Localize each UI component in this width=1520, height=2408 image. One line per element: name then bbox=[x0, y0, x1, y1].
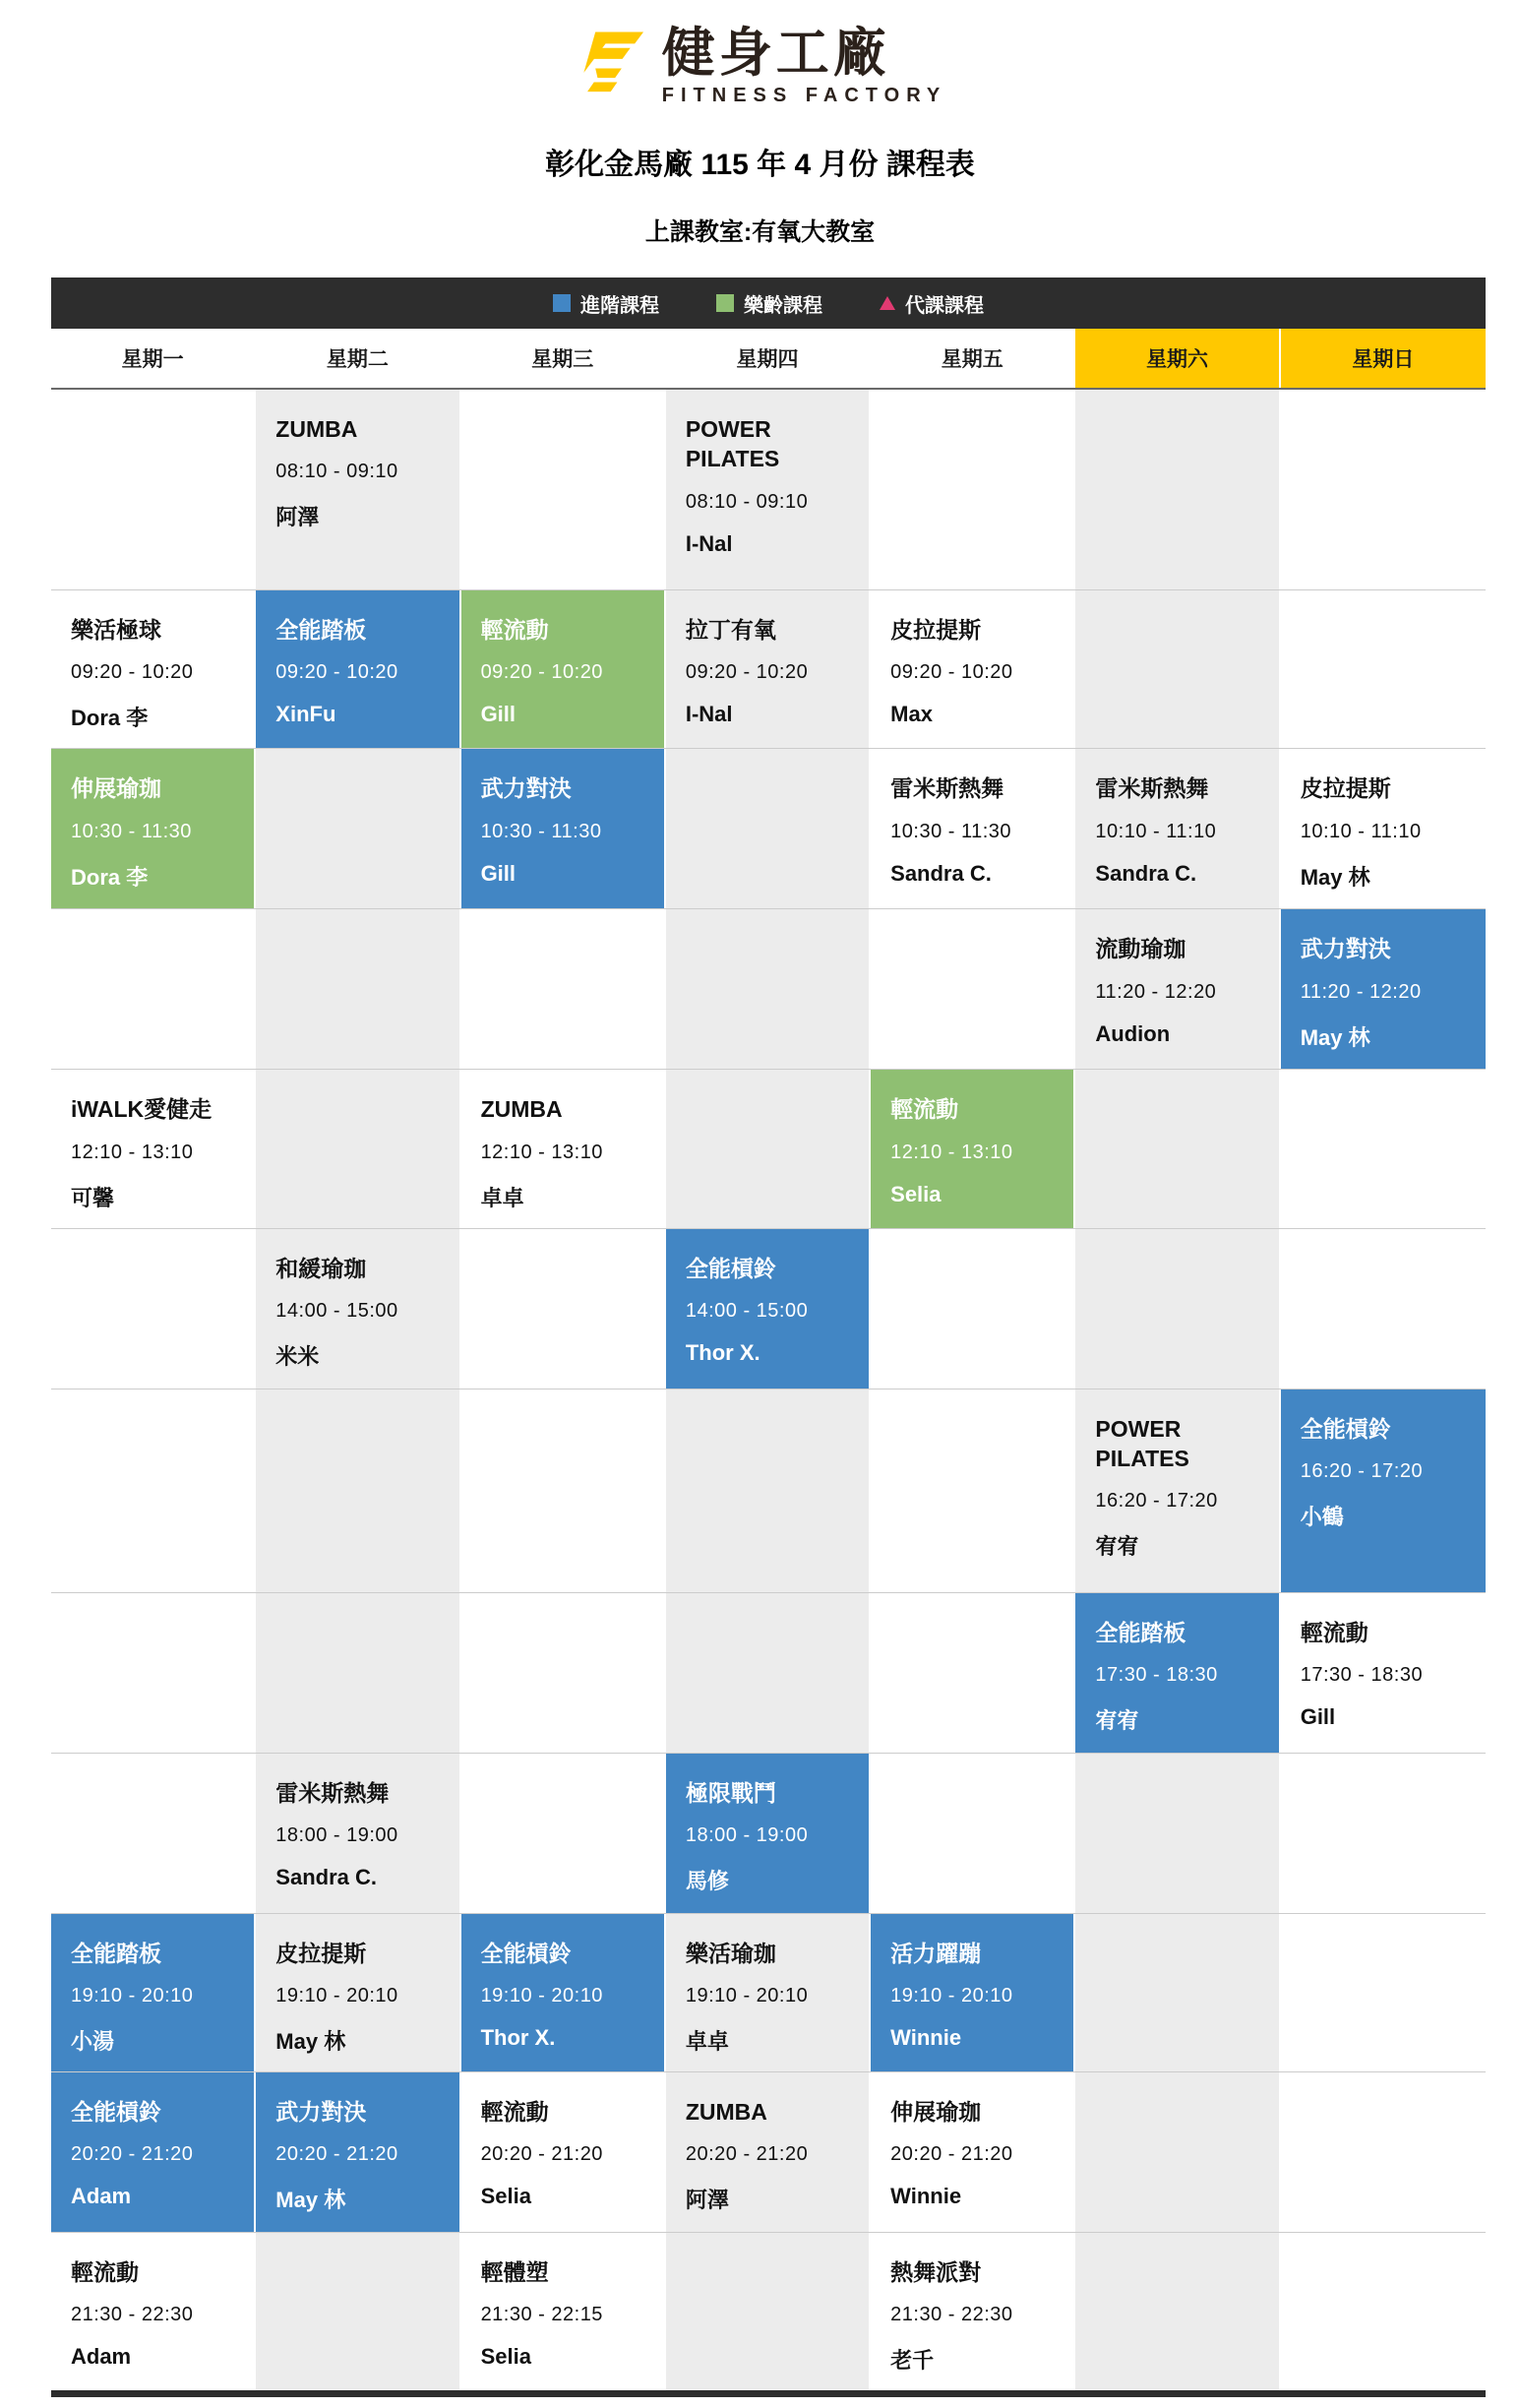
class-cell bbox=[666, 390, 871, 589]
fitness-factory-logo-icon bbox=[574, 29, 646, 105]
empty-cell bbox=[256, 1593, 460, 1753]
class-name: 皮拉提斯 bbox=[890, 617, 982, 643]
class-time: 09:20 - 10:20 bbox=[890, 661, 1013, 684]
logo-latin-text: FITNESS FACTORY bbox=[661, 85, 947, 106]
class-teacher: Audion bbox=[1095, 1020, 1171, 1046]
class-teacher: Dora 李 bbox=[71, 864, 149, 890]
class-cell bbox=[51, 590, 256, 748]
class-teacher: Selia bbox=[480, 2184, 531, 2209]
class-teacher: May 林 bbox=[275, 2029, 346, 2055]
schedule-row bbox=[51, 1389, 1486, 1592]
class-name: 輕流動 bbox=[480, 2099, 549, 2126]
class-teacher: Dora 李 bbox=[71, 706, 149, 731]
legend-label: 代課課程 bbox=[905, 294, 984, 317]
class-time: 19:10 - 20:10 bbox=[890, 1985, 1013, 2007]
legend-item bbox=[880, 289, 984, 318]
day-header-row bbox=[51, 329, 1486, 390]
classroom-subtitle: 上課教室:有氧大教室 bbox=[644, 218, 876, 246]
class-cell bbox=[51, 1070, 256, 1227]
class-name: 極限戰鬥 bbox=[685, 1779, 776, 1806]
empty-cell bbox=[1075, 1229, 1280, 1389]
class-cell bbox=[871, 1914, 1075, 2071]
empty-cell bbox=[1281, 1914, 1486, 2071]
class-name: 全能槓鈴 bbox=[480, 1940, 572, 1966]
class-teacher: 阿澤 bbox=[275, 505, 320, 530]
class-cell bbox=[1075, 749, 1280, 908]
empty-cell bbox=[1281, 2072, 1486, 2232]
class-teacher: 宥宥 bbox=[1095, 1534, 1139, 1560]
class-name: 武力對決 bbox=[1300, 936, 1391, 962]
day-header-1: 星期一 bbox=[51, 329, 256, 388]
class-name: 輕流動 bbox=[71, 2259, 139, 2286]
empty-cell bbox=[871, 1229, 1075, 1389]
class-name: ZUMBA bbox=[480, 1096, 563, 1123]
legend-label: 進階課程 bbox=[580, 294, 659, 317]
class-time: 14:00 - 15:00 bbox=[685, 1300, 809, 1323]
class-cell bbox=[1281, 1593, 1486, 1753]
class-teacher: Adam bbox=[71, 2184, 132, 2209]
class-name: 樂活極球 bbox=[71, 617, 161, 643]
class-cell bbox=[871, 749, 1075, 908]
class-time: 10:10 - 11:10 bbox=[1095, 820, 1217, 842]
empty-cell bbox=[666, 909, 871, 1069]
class-cell bbox=[1281, 1389, 1486, 1592]
class-teacher: May 林 bbox=[275, 2188, 346, 2213]
class-name: 全能槓鈴 bbox=[1300, 1415, 1391, 1442]
class-cell bbox=[666, 2072, 871, 2232]
class-cell bbox=[1281, 749, 1486, 908]
class-teacher: Thor X. bbox=[480, 2025, 556, 2051]
class-teacher: I-Nal bbox=[685, 702, 733, 727]
legend-label: 樂齡課程 bbox=[744, 294, 822, 317]
class-time: 11:20 - 12:20 bbox=[1300, 980, 1422, 1003]
class-cell bbox=[666, 1914, 871, 2071]
class-time: 16:20 - 17:20 bbox=[1095, 1490, 1218, 1513]
class-time: 10:30 - 11:30 bbox=[890, 820, 1012, 842]
class-cell bbox=[256, 390, 460, 589]
empty-cell bbox=[51, 909, 256, 1069]
empty-cell bbox=[1281, 1070, 1486, 1227]
class-name: 皮拉提斯 bbox=[275, 1940, 367, 1966]
substitute-triangle-icon bbox=[880, 296, 895, 310]
empty-cell bbox=[1075, 1070, 1280, 1227]
class-name: 伸展瑜珈 bbox=[890, 2099, 982, 2126]
class-teacher: 馬修 bbox=[685, 1869, 729, 1894]
class-teacher: 可馨 bbox=[71, 1185, 115, 1210]
class-time: 16:20 - 17:20 bbox=[1300, 1460, 1424, 1483]
class-time: 20:20 - 21:20 bbox=[685, 2143, 809, 2166]
class-time: 18:00 - 19:00 bbox=[685, 1824, 809, 1847]
class-cell bbox=[666, 590, 871, 748]
schedule-row bbox=[51, 908, 1486, 1069]
class-cell bbox=[256, 590, 460, 748]
class-teacher: Adam bbox=[71, 2344, 132, 2370]
class-cell bbox=[871, 2072, 1075, 2232]
class-name: 全能槓鈴 bbox=[71, 2099, 161, 2126]
class-cell bbox=[461, 2072, 666, 2232]
class-time: 10:30 - 11:30 bbox=[71, 820, 192, 842]
class-teacher: 宥宥 bbox=[1095, 1708, 1139, 1734]
class-time: 12:10 - 13:10 bbox=[890, 1141, 1013, 1163]
class-time: 18:00 - 19:00 bbox=[275, 1824, 398, 1847]
class-name: 全能踏板 bbox=[275, 617, 367, 643]
class-name: 和緩瑜珈 bbox=[275, 1255, 367, 1281]
class-teacher: 卓卓 bbox=[685, 2029, 729, 2055]
class-teacher: XinFu bbox=[275, 702, 336, 727]
class-name: 伸展瑜珈 bbox=[71, 775, 161, 802]
class-cell bbox=[461, 1070, 666, 1227]
class-teacher: Selia bbox=[890, 1181, 942, 1206]
class-time: 17:30 - 18:30 bbox=[1300, 1664, 1424, 1687]
class-teacher: May 林 bbox=[1300, 1024, 1370, 1050]
class-cell bbox=[1075, 1593, 1280, 1753]
empty-cell bbox=[1281, 1229, 1486, 1389]
class-name: 雷米斯熱舞 bbox=[890, 775, 1004, 802]
empty-cell bbox=[1075, 2233, 1280, 2390]
class-cell bbox=[666, 1754, 871, 1913]
class-cell bbox=[256, 1914, 460, 2071]
empty-cell bbox=[51, 1389, 256, 1592]
class-teacher: 老千 bbox=[890, 2348, 935, 2374]
class-time: 11:20 - 12:20 bbox=[1095, 980, 1217, 1003]
day-header-4: 星期四 bbox=[666, 329, 871, 388]
schedule-row bbox=[51, 1753, 1486, 1913]
empty-cell bbox=[256, 909, 460, 1069]
class-name: 皮拉提斯 bbox=[1300, 775, 1391, 802]
class-cell bbox=[461, 590, 666, 748]
class-name: 熱舞派對 bbox=[890, 2259, 982, 2286]
class-cell bbox=[1075, 909, 1280, 1069]
class-cell bbox=[51, 2233, 256, 2390]
class-name: 全能踏板 bbox=[1095, 1619, 1186, 1645]
class-cell bbox=[256, 1229, 460, 1389]
legend-square-icon bbox=[553, 294, 571, 312]
empty-cell bbox=[1075, 590, 1280, 748]
class-cell bbox=[1075, 1389, 1280, 1592]
class-teacher: Winnie bbox=[890, 2025, 962, 2051]
class-time: 09:20 - 10:20 bbox=[275, 661, 398, 684]
class-name: ZUMBA bbox=[275, 416, 358, 442]
class-name: 活力躍蹦 bbox=[890, 1940, 982, 1966]
empty-cell bbox=[871, 1389, 1075, 1592]
class-teacher: 小鶴 bbox=[1300, 1505, 1344, 1530]
empty-cell bbox=[1281, 2233, 1486, 2390]
class-teacher: Winnie bbox=[890, 2184, 962, 2209]
class-name: POWER PILATES bbox=[685, 416, 780, 472]
empty-cell bbox=[461, 909, 666, 1069]
empty-cell bbox=[1075, 390, 1280, 589]
empty-cell bbox=[1075, 1914, 1280, 2071]
empty-cell bbox=[51, 1593, 256, 1753]
class-cell bbox=[1281, 909, 1486, 1069]
class-cell bbox=[871, 590, 1075, 748]
class-cell bbox=[461, 749, 666, 908]
day-header-3: 星期三 bbox=[461, 329, 666, 388]
class-cell bbox=[461, 2233, 666, 2390]
logo-text bbox=[661, 24, 947, 107]
class-name: 輕流動 bbox=[480, 617, 549, 643]
class-name: 輕流動 bbox=[1300, 1619, 1368, 1645]
empty-cell bbox=[461, 1389, 666, 1592]
class-name: 輕體塑 bbox=[480, 2259, 549, 2286]
class-name: 樂活瑜珈 bbox=[685, 1940, 776, 1966]
schedule-row bbox=[51, 1592, 1486, 1753]
class-teacher: Sandra C. bbox=[1095, 860, 1197, 886]
class-time: 12:10 - 13:10 bbox=[71, 1141, 194, 1163]
empty-cell bbox=[461, 1229, 666, 1389]
class-teacher: 阿澤 bbox=[685, 2188, 729, 2213]
class-teacher: I-Nal bbox=[685, 530, 733, 556]
empty-cell bbox=[871, 1593, 1075, 1753]
empty-cell bbox=[666, 1070, 871, 1227]
class-time: 17:30 - 18:30 bbox=[1095, 1664, 1218, 1687]
class-teacher: 小湯 bbox=[71, 2029, 115, 2055]
class-name: 輕流動 bbox=[890, 1096, 959, 1123]
class-teacher: Max bbox=[890, 702, 933, 727]
schedule-row bbox=[51, 748, 1486, 908]
schedule-row bbox=[51, 589, 1486, 748]
empty-cell bbox=[51, 1754, 256, 1913]
class-name: 全能槓鈴 bbox=[685, 1255, 776, 1281]
legend-square-icon bbox=[716, 294, 734, 312]
class-time: 09:20 - 10:20 bbox=[480, 661, 603, 684]
empty-cell bbox=[256, 749, 460, 908]
empty-cell bbox=[871, 390, 1075, 589]
empty-cell bbox=[256, 2233, 460, 2390]
empty-cell bbox=[461, 1754, 666, 1913]
class-cell bbox=[51, 749, 256, 908]
class-time: 19:10 - 20:10 bbox=[685, 1985, 809, 2007]
day-header-2: 星期二 bbox=[256, 329, 460, 388]
class-cell bbox=[256, 1754, 460, 1913]
table-bottom-bar bbox=[51, 2390, 1486, 2397]
class-time: 20:20 - 21:20 bbox=[71, 2143, 194, 2166]
legend-bar bbox=[51, 278, 1486, 329]
class-teacher: Gill bbox=[1300, 1704, 1336, 1730]
empty-cell bbox=[1075, 2072, 1280, 2232]
class-name: 雷米斯熱舞 bbox=[275, 1779, 390, 1806]
class-teacher: Selia bbox=[480, 2344, 531, 2370]
class-name: iWALK愛健走 bbox=[71, 1096, 213, 1123]
class-cell bbox=[666, 1229, 871, 1389]
legend-item bbox=[716, 289, 822, 318]
empty-cell bbox=[461, 390, 666, 589]
class-time: 20:20 - 21:20 bbox=[275, 2143, 398, 2166]
class-teacher: 卓卓 bbox=[480, 1185, 524, 1210]
class-cell bbox=[871, 1070, 1075, 1227]
class-cell bbox=[51, 2072, 256, 2232]
class-name: 武力對決 bbox=[275, 2099, 367, 2126]
class-name: 雷米斯熱舞 bbox=[1095, 775, 1209, 802]
empty-cell bbox=[51, 390, 256, 589]
schedule-row bbox=[51, 1069, 1486, 1227]
logo-cjk-text: 健身工廠 bbox=[661, 24, 890, 83]
schedule-row bbox=[51, 2232, 1486, 2390]
class-name: 流動瑜珈 bbox=[1095, 936, 1186, 962]
schedule-row bbox=[51, 2071, 1486, 2232]
brand-header bbox=[0, 26, 1520, 108]
class-time: 20:20 - 21:20 bbox=[890, 2143, 1013, 2166]
day-header-6: 星期六 bbox=[1075, 329, 1280, 388]
class-teacher: Thor X. bbox=[685, 1340, 760, 1366]
class-time: 08:10 - 09:10 bbox=[685, 490, 809, 513]
class-teacher: Gill bbox=[480, 702, 517, 727]
class-time: 19:10 - 20:10 bbox=[275, 1985, 398, 2007]
schedule-row bbox=[51, 1913, 1486, 2071]
page-title: 彰化金馬廠 115 年 4 月份 課程表 bbox=[545, 149, 975, 181]
schedule-row bbox=[51, 1228, 1486, 1389]
class-time: 20:20 - 21:20 bbox=[480, 2143, 603, 2166]
empty-cell bbox=[1281, 1754, 1486, 1913]
empty-cell bbox=[256, 1389, 460, 1592]
empty-cell bbox=[461, 1593, 666, 1753]
class-name: ZUMBA bbox=[685, 2099, 767, 2126]
class-time: 14:00 - 15:00 bbox=[275, 1300, 398, 1323]
empty-cell bbox=[1281, 390, 1486, 589]
empty-cell bbox=[666, 1593, 871, 1753]
class-time: 19:10 - 20:10 bbox=[480, 1985, 603, 2007]
empty-cell bbox=[871, 1754, 1075, 1913]
class-time: 19:10 - 20:10 bbox=[71, 1985, 194, 2007]
class-time: 21:30 - 22:30 bbox=[71, 2304, 194, 2326]
class-time: 10:10 - 11:10 bbox=[1300, 820, 1422, 842]
class-name: 武力對決 bbox=[480, 775, 572, 802]
class-time: 21:30 - 22:30 bbox=[890, 2304, 1013, 2326]
class-name: 全能踏板 bbox=[71, 1940, 161, 1966]
day-header-7: 星期日 bbox=[1281, 329, 1486, 388]
class-teacher: Gill bbox=[480, 860, 517, 886]
empty-cell bbox=[1075, 1754, 1280, 1913]
schedule-body bbox=[51, 390, 1486, 2390]
day-header-5: 星期五 bbox=[871, 329, 1075, 388]
schedule-table bbox=[51, 278, 1486, 2397]
class-time: 09:20 - 10:20 bbox=[71, 661, 194, 684]
class-time: 10:30 - 11:30 bbox=[480, 820, 602, 842]
class-time: 12:10 - 13:10 bbox=[480, 1141, 603, 1163]
class-teacher: Sandra C. bbox=[275, 1865, 377, 1890]
class-name: POWER PILATES bbox=[1095, 1415, 1189, 1472]
empty-cell bbox=[51, 1229, 256, 1389]
empty-cell bbox=[256, 1070, 460, 1227]
class-cell bbox=[461, 1914, 666, 2071]
schedule-row bbox=[51, 390, 1486, 589]
empty-cell bbox=[666, 1389, 871, 1592]
class-cell bbox=[51, 1914, 256, 2071]
class-name: 拉丁有氧 bbox=[685, 617, 776, 643]
empty-cell bbox=[1281, 590, 1486, 748]
class-cell bbox=[871, 2233, 1075, 2390]
class-time: 08:10 - 09:10 bbox=[275, 461, 398, 483]
empty-cell bbox=[871, 909, 1075, 1069]
empty-cell bbox=[666, 749, 871, 908]
legend-item bbox=[553, 289, 659, 318]
class-teacher: 米米 bbox=[275, 1344, 320, 1370]
class-teacher: May 林 bbox=[1300, 864, 1370, 890]
class-cell bbox=[256, 2072, 460, 2232]
empty-cell bbox=[666, 2233, 871, 2390]
class-time: 21:30 - 22:15 bbox=[480, 2304, 603, 2326]
class-teacher: Sandra C. bbox=[890, 860, 992, 886]
class-time: 09:20 - 10:20 bbox=[685, 661, 809, 684]
